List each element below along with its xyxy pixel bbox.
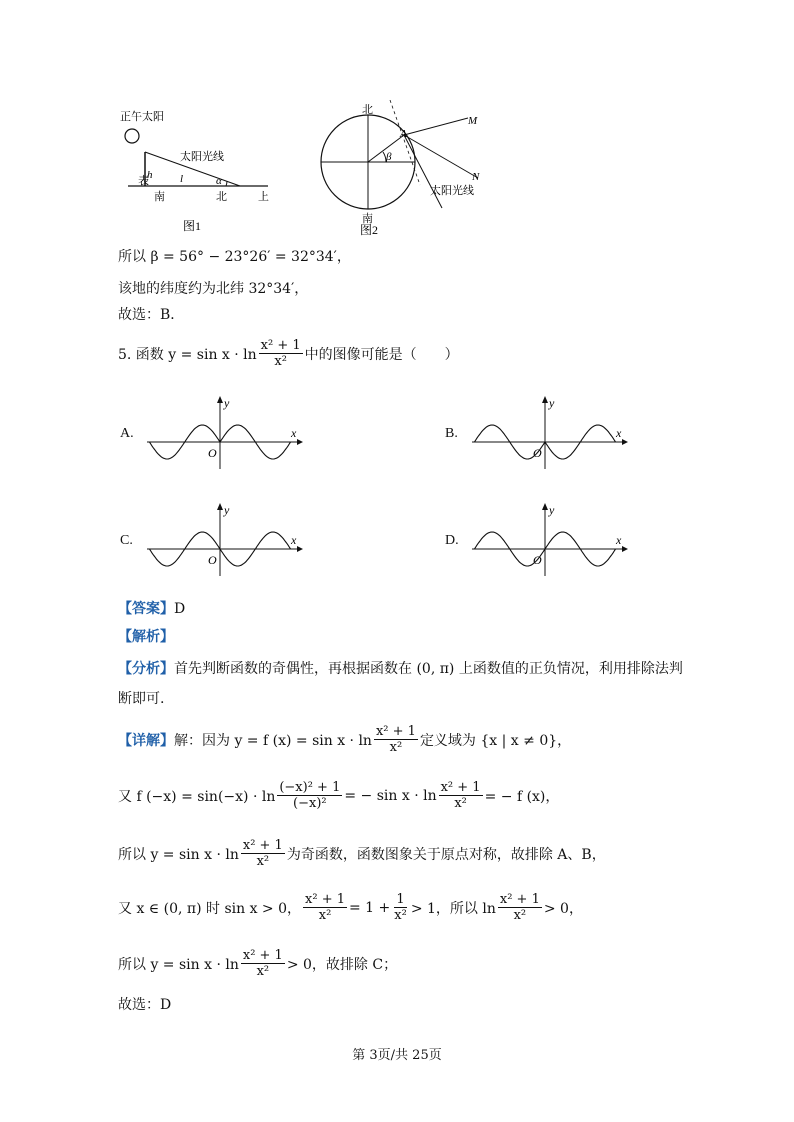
option-d-graph: [470, 502, 630, 577]
option-b-label: B.: [445, 426, 458, 441]
detail-line-1: 【详解】 解：因为 y = f (x) = sin x · ln $\frac{\text{x² + 1}}{\text{x²}}$ 定义域为 {x | x ≠ 0}，: [118, 724, 572, 755]
answer-tag: 【答案】: [118, 601, 174, 617]
figure-1: [118, 108, 278, 236]
option-a-label: A.: [120, 426, 134, 441]
y-axis-label: y: [549, 396, 555, 410]
fenxi-line-2: 断即可.: [118, 691, 165, 707]
fig2-beta: β: [386, 151, 392, 163]
fig2-caption: 图2: [360, 223, 379, 237]
x-axis-arrow: [297, 546, 303, 552]
fig2-A: A: [400, 128, 407, 140]
option-c-label: C.: [120, 533, 133, 548]
fig1-caption: 图1: [183, 219, 202, 233]
line-latitude: 该地的纬度约为北纬 32°34′，: [118, 281, 309, 297]
answer-value: D: [174, 601, 186, 617]
conclusion: 故选：D: [118, 997, 172, 1013]
fig1-up: 上: [258, 191, 269, 203]
fig1-pole-label: 表: [138, 175, 149, 187]
x-axis-label: x: [616, 426, 622, 440]
y-axis-arrow: [542, 503, 548, 510]
answer-line: [118, 598, 185, 618]
fig1-h: h: [147, 169, 153, 181]
detail-line-4: 又 x ∈ (0, π) 时 sin x > 0， $\frac{\text{x² + 1}}{\text{x²}}$ = 1 + $\frac{1}{\text{x²}}$ > 1，所以 ln $\frac{\text{x² + 1}}{\text{x²}}$ > 0，: [118, 892, 583, 923]
fig1-north: 北: [216, 191, 227, 203]
line-choose-b: 故选：B．: [118, 307, 185, 323]
x-axis-label: x: [291, 426, 297, 440]
y-axis-arrow: [542, 396, 548, 403]
origin-label: O: [208, 553, 217, 567]
x-axis-label: x: [616, 533, 622, 547]
q5-prefix: 5. 函数 y = sin x · ln: [118, 346, 257, 363]
detail-line-2: 又 f (−x) = sin(−x) · ln $\frac{\text{(−x)² + 1}}{\text{(−x)²}}$ = − sin x · ln $\frac{\text{x² + 1}}{\text{x²}}$ = − f (x)，: [118, 780, 560, 811]
y-axis-label: y: [224, 396, 230, 410]
question-5: [118, 338, 459, 369]
fig1-alpha: α: [216, 175, 222, 187]
fig2-north: 北: [362, 104, 373, 116]
option-a-graph: [145, 395, 305, 470]
page-footer: 第 3页/共 25页: [352, 1048, 442, 1063]
detail-line-3: 所以 y = sin x · ln $\frac{\text{x² + 1}}{\text{x²}}$ 为奇函数，函数图象关于原点对称，故排除 A、B，: [118, 838, 606, 869]
ray-M: [404, 118, 468, 135]
fig2-N: N: [472, 171, 480, 183]
x-axis-arrow: [297, 439, 303, 445]
fig1-sunlight-label: 太阳光线: [180, 151, 224, 163]
line-beta: 所以 β = 56° − 23°26′ = 32°34′，: [118, 249, 351, 265]
sun-icon: [125, 129, 139, 143]
q5-fraction: $\frac{\text{x² + 1}}{\text{x²}}$: [260, 338, 301, 369]
q5-suffix: 中的图像可能是（ ）: [304, 346, 459, 363]
fenxi-line: 【分析】首先判断函数的奇偶性，再根据函数在 (0, π) 上函数值的正负情况，利用排除法判: [118, 661, 683, 677]
x-axis-label: x: [291, 533, 297, 547]
option-d-label: D.: [445, 533, 459, 548]
figure-2: [310, 100, 510, 240]
analysis-tag: 【解析】: [118, 629, 174, 645]
option-b-graph: [470, 395, 630, 470]
x-axis-arrow: [622, 546, 628, 552]
fig1-sun-label: 正午太阳: [120, 111, 164, 123]
fig2-south: 南: [362, 213, 373, 225]
detail-line-5: 所以 y = sin x · ln $\frac{\text{x² + 1}}{\text{x²}}$ > 0，故排除 C；: [118, 948, 398, 979]
fig2-M: M: [468, 115, 478, 127]
x-axis-arrow: [622, 439, 628, 445]
fig2-sunlight-label: 太阳光线: [430, 185, 474, 197]
y-axis-arrow: [217, 396, 223, 403]
origin-label: O: [533, 446, 542, 460]
origin-label: O: [208, 446, 217, 460]
y-axis-label: y: [224, 503, 230, 517]
fig1-l: l: [180, 173, 184, 185]
fig1-south: 南: [154, 191, 165, 203]
y-axis-label: y: [549, 503, 555, 517]
origin-label: O: [533, 553, 542, 567]
option-c-graph: [145, 502, 305, 577]
y-axis-arrow: [217, 503, 223, 510]
